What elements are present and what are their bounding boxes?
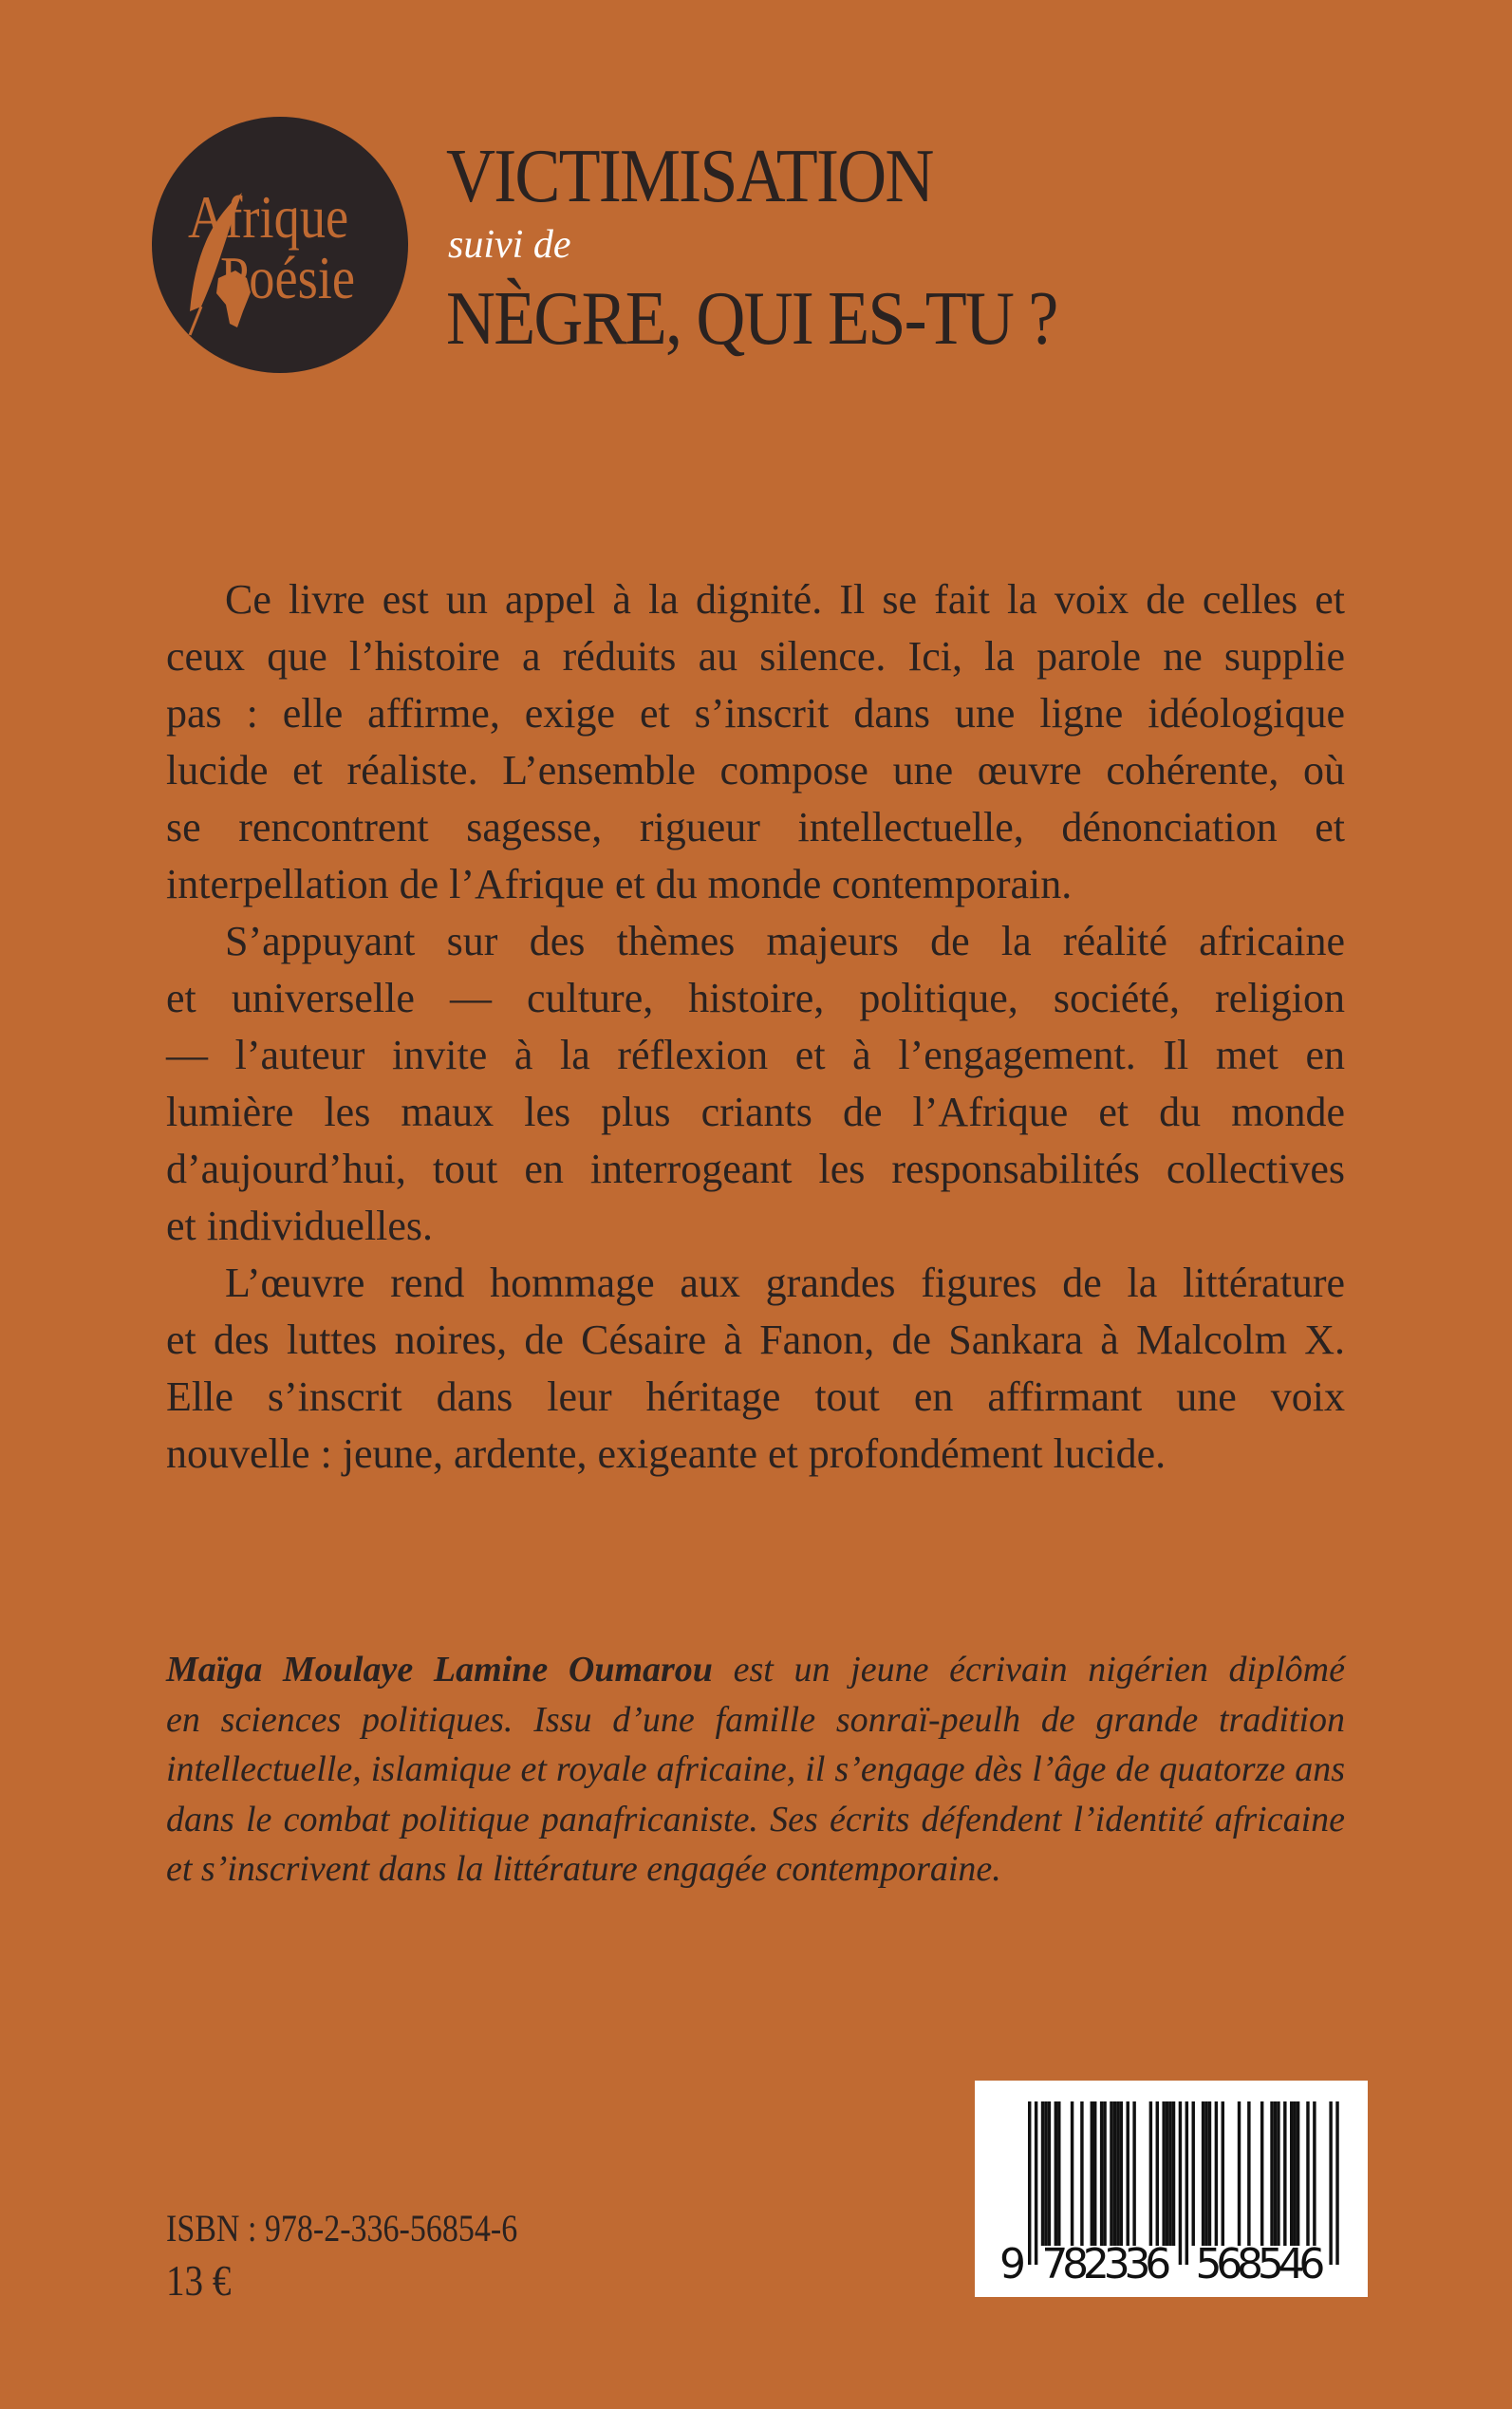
barcode-bar (1168, 2101, 1171, 2246)
barcode-bar (1270, 2101, 1273, 2246)
summary-line: Ce livre est un appel à la dignité. Il se fait la voix de celles et (225, 576, 1345, 623)
barcode-bar (1222, 2101, 1224, 2246)
barcode-bar (1166, 2101, 1168, 2246)
summary-line: — l’auteur invite à la réflexion et à l’engagement. Il met en (166, 1032, 1345, 1078)
summary-line: et des luttes noires, de Césaire à Fanon, de Sankara à Malcolm X. (166, 1317, 1345, 1363)
barcode-bar (1185, 2101, 1188, 2265)
summary-line: L’œuvre rend hommage aux grandes figures de la littérature (225, 1260, 1345, 1306)
barcode-bar (1329, 2101, 1332, 2265)
summary-line: se rencontrent sagesse, rigueur intellectuelle, dénonciation et (166, 804, 1345, 850)
barcode-bar (1071, 2101, 1073, 2246)
barcode-bar (1274, 2101, 1277, 2246)
barcode-bar (1260, 2101, 1263, 2246)
barcode-bar (1120, 2101, 1123, 2246)
barcode-bar (1048, 2101, 1051, 2246)
barcode-bar (1113, 2101, 1116, 2246)
barcode-bar (1293, 2101, 1296, 2246)
summary-line: d’aujourd’hui, tout en interrogeant les responsabilités collectives (166, 1146, 1345, 1192)
logo-text-afrique: Afrique (188, 183, 349, 251)
barcode-bar (1283, 2101, 1286, 2246)
author-bio (166, 1645, 1345, 1895)
barcode-bar (1055, 2101, 1057, 2246)
barcode-bar (1306, 2101, 1309, 2246)
author-name: Maïga Moulaye Lamine Oumarou (166, 1650, 713, 1690)
barcode-bar (1162, 2101, 1165, 2246)
barcode-bar (1277, 2101, 1279, 2246)
barcode-bar (1149, 2101, 1152, 2246)
summary-line: Elle s’inscrit dans leur héritage tout en affirmant une voix (166, 1373, 1345, 1420)
barcode-bar (1297, 2101, 1299, 2246)
summary-line: pas : elle affirme, exige et s’inscrit dans une ligne idéologique (166, 690, 1345, 737)
barcode-bar (1202, 2101, 1204, 2246)
barcode-bar (1080, 2101, 1083, 2246)
summary-line: et universelle — culture, histoire, politique, société, religion (166, 975, 1345, 1021)
barcode-bar (1156, 2101, 1159, 2246)
barcode-bar (1103, 2101, 1106, 2246)
barcode (975, 2081, 1368, 2297)
summary-text (166, 571, 1345, 1483)
barcode-bar (1110, 2101, 1112, 2246)
barcode-bar (1044, 2101, 1047, 2246)
barcode-bar (1028, 2101, 1031, 2265)
barcode-digits: 782336 (1041, 2240, 1172, 2288)
barcode-bar (1093, 2101, 1096, 2246)
barcode-bar (1247, 2101, 1250, 2246)
bio-line (166, 1645, 1345, 1695)
barcode-bar (1313, 2101, 1316, 2246)
barcode-bar (1204, 2101, 1207, 2246)
summary-line: lumière les maux les plus criants de l’Afrique et du monde (166, 1089, 1345, 1135)
book-title: VICTIMISATION (446, 135, 933, 218)
bio-line: en sciences politiques. Issu d’une famille sonraï-peulh de grande tradition (166, 1699, 1345, 1740)
price: 13 € (166, 2256, 232, 2305)
summary-line: nouvelle : jeune, ardente, exigeante et profondément lucide. (166, 1430, 1167, 1477)
barcode-bar (1091, 2101, 1093, 2246)
summary-line: ceux que l’histoire a réduits au silence. Ici, la parole ne supplie (166, 633, 1345, 680)
barcode-bar (1172, 2101, 1175, 2246)
barcode-bar (1041, 2101, 1044, 2246)
summary-line: lucide et réaliste. L’ensemble compose une œuvre cohérente, où (166, 747, 1345, 794)
barcode-bar (1335, 2101, 1338, 2265)
isbn: ISBN : 978-2-336-56854-6 (166, 2207, 518, 2250)
barcode-bar (1290, 2101, 1293, 2246)
barcode-bar (1100, 2101, 1103, 2246)
barcode-bar (1132, 2101, 1135, 2246)
bio-line: et s’inscrivent dans la littérature engagée contemporaine. (166, 1849, 1001, 1890)
barcode-digits: 568546 (1195, 2240, 1326, 2288)
barcode-bar (1035, 2101, 1037, 2265)
summary-line: S’appuyant sur des thèmes majeurs de la réalité africaine (225, 918, 1345, 964)
barcode-bar (1057, 2101, 1060, 2246)
bio-line: intellectuelle, islamique et royale africaine, il s’engage dès l’âge de quatorze ans (166, 1749, 1345, 1790)
summary-line: et individuelles. (166, 1203, 434, 1249)
title-connector: suivi de (448, 223, 571, 267)
barcode-bar (1116, 2101, 1119, 2246)
barcode-bar (1215, 2101, 1218, 2246)
bio-line: dans le combat politique panafricaniste. Ses écrits défendent l’identité africaine (166, 1799, 1345, 1839)
barcode-bar (1179, 2101, 1182, 2265)
summary-line: interpellation de l’Afrique et du monde contemporain. (166, 861, 1073, 907)
barcode-bar (1208, 2101, 1211, 2246)
barcode-bar (1192, 2101, 1195, 2246)
barcode-bar (1127, 2101, 1129, 2246)
barcode-bars (975, 2081, 1368, 2297)
publisher-logo-afrique-poesie (152, 117, 408, 373)
barcode-digits: 9 (999, 2240, 1026, 2288)
barcode-bar (1238, 2101, 1241, 2246)
book-second-title: NÈGRE, QUI ES-TU ? (446, 277, 1057, 361)
bio-text: est un jeune écrivain nigérien diplômé (712, 1650, 1345, 1690)
logo-text-poesie: Poésie (220, 244, 356, 311)
